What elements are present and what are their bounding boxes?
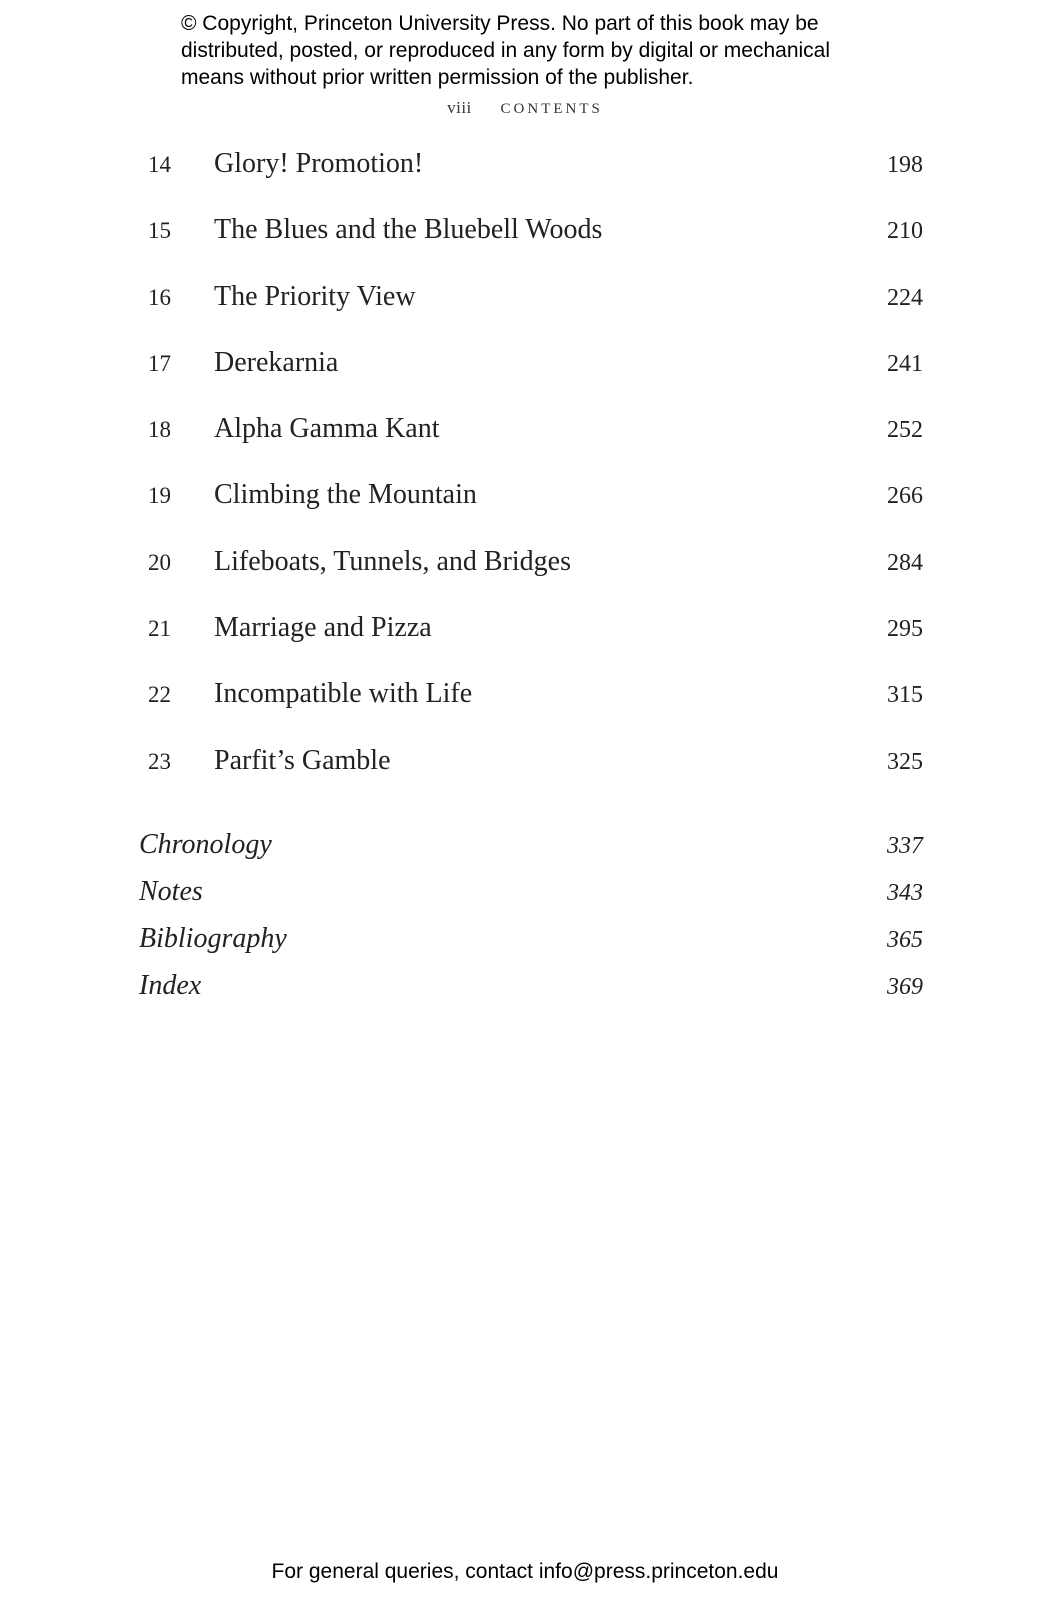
- chapter-number: 17: [148, 350, 171, 376]
- running-head-section: CONTENTS: [500, 101, 603, 117]
- backmatter-page-number: 337: [887, 833, 923, 859]
- chapter-title: Lifeboats, Tunnels, and Bridges: [214, 545, 571, 577]
- chapter-number: 20: [148, 549, 171, 575]
- backmatter-page-number: 365: [887, 927, 923, 953]
- chapter-page-number: 224: [887, 284, 923, 311]
- chapter-title: Alpha Gamma Kant: [214, 413, 440, 445]
- chapter-number: 16: [148, 284, 171, 310]
- chapter-title: Parfit’s Gamble: [214, 744, 391, 776]
- chapter-page-number: 325: [887, 748, 923, 775]
- chapter-title: Derekarnia: [214, 346, 339, 378]
- chapter-number: 19: [148, 483, 171, 509]
- toc-chapter-entry: [0, 136, 1050, 202]
- chapter-number: 23: [148, 748, 171, 774]
- backmatter-list: [0, 825, 1050, 1013]
- chapter-number: 15: [148, 218, 171, 244]
- chapter-number: 14: [148, 152, 171, 177]
- chapter-number: 18: [148, 417, 171, 443]
- running-head-page-number: viii: [447, 98, 472, 117]
- toc-chapter-entry: [0, 401, 1050, 467]
- backmatter-title: Index: [139, 970, 202, 1001]
- chapter-page-number: 198: [887, 152, 923, 178]
- chapter-page-number: 266: [887, 483, 923, 510]
- chapter-page-number: 295: [887, 616, 923, 643]
- chapter-page-number: 210: [887, 218, 923, 245]
- toc-backmatter-entry: [0, 872, 1050, 919]
- toc-backmatter-entry: [0, 919, 1050, 966]
- toc-chapter-entry: [0, 733, 1050, 799]
- toc-chapter-entry: [0, 335, 1050, 401]
- running-head: [0, 98, 1050, 118]
- toc-chapter-entry: [0, 202, 1050, 268]
- backmatter-title: Chronology: [139, 829, 272, 860]
- toc-backmatter-entry: [0, 966, 1050, 1013]
- chapter-title: The Priority View: [214, 280, 416, 312]
- chapter-page-number: 241: [887, 350, 923, 377]
- toc-backmatter-entry: [0, 825, 1050, 872]
- backmatter-title: Bibliography: [139, 923, 287, 954]
- chapter-page-number: 315: [887, 682, 923, 709]
- toc-chapter-entry: [0, 534, 1050, 600]
- backmatter-title: Notes: [139, 876, 203, 907]
- chapter-title: Climbing the Mountain: [214, 479, 477, 511]
- chapter-number: 21: [148, 616, 171, 642]
- footer-contact: For general queries, contact info@press.princeton.edu: [271, 1560, 779, 1583]
- chapter-page-number: 284: [887, 549, 923, 576]
- toc-chapter-entry: [0, 467, 1050, 533]
- chapter-page-number: 252: [887, 417, 923, 444]
- chapter-title: The Blues and the Bluebell Woods: [214, 214, 603, 246]
- backmatter-page-number: 369: [887, 974, 923, 1000]
- chapter-title: Incompatible with Life: [214, 678, 473, 710]
- chapter-title: Glory! Promotion!: [214, 148, 424, 179]
- toc-chapter-entry: [0, 666, 1050, 732]
- backmatter-page-number: 343: [887, 880, 923, 906]
- toc-chapter-entry: [0, 600, 1050, 666]
- chapter-title: Marriage and Pizza: [214, 612, 432, 644]
- chapter-number: 22: [148, 682, 171, 708]
- copyright-notice: © Copyright, Princeton University Press. No part of this book may be distributed, posted, or reproduced in any form by digital or mechanical means without prior written permission of the publisher.: [181, 12, 831, 89]
- chapter-list: [0, 136, 1050, 799]
- toc-chapter-entry: [0, 269, 1050, 335]
